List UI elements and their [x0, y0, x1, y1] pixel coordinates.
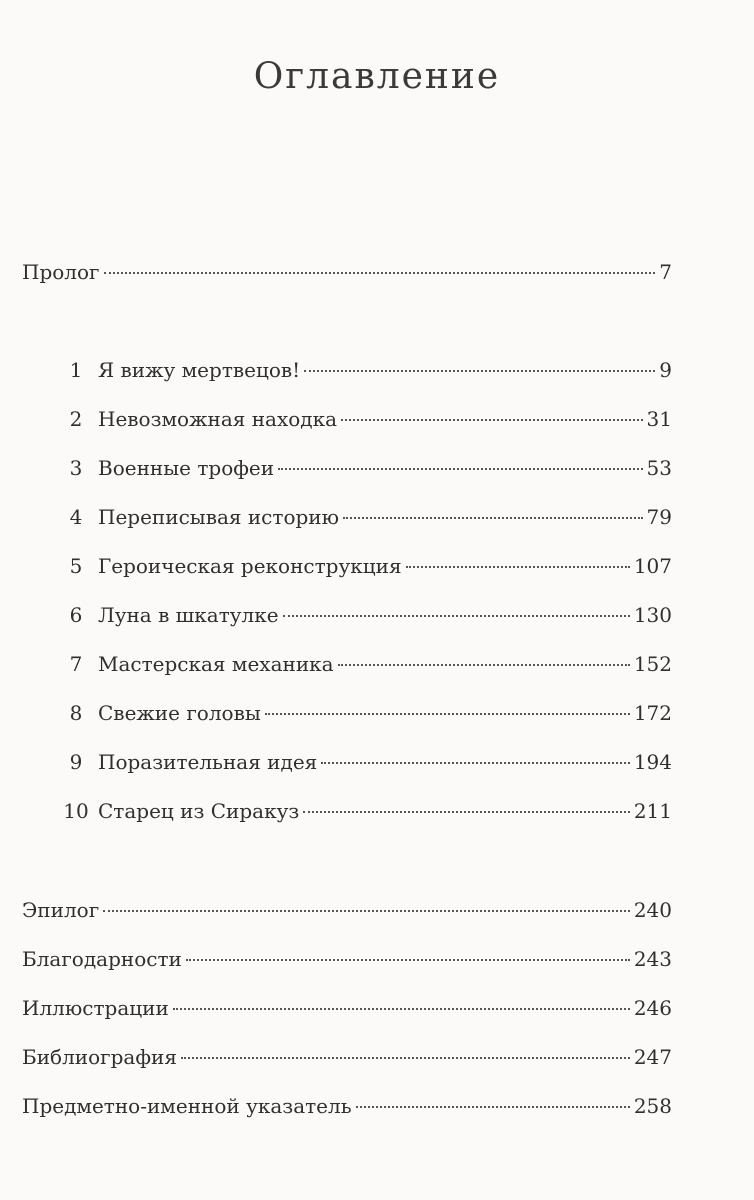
toc-leader-dots: [181, 1056, 630, 1059]
toc-chapter-number: 7: [69, 652, 83, 676]
toc-entry-label: Военные трофеи: [98, 456, 275, 480]
page-title: Оглавление: [253, 56, 501, 97]
toc-entry-label: Пролог: [22, 260, 100, 284]
toc-entry-page: 243: [633, 947, 672, 971]
toc-leader-dots: [265, 712, 630, 715]
toc-entry-chapter: [54, 550, 672, 582]
toc-leader-dots: [406, 565, 630, 568]
toc-entry-chapter: [54, 648, 672, 680]
toc-entry-page: 240: [633, 898, 672, 922]
toc-entry-chapter: [54, 795, 672, 827]
toc-entry-bibliography: [22, 1041, 672, 1073]
toc-entry-page: 53: [646, 456, 672, 480]
toc-entry-page: 79: [646, 505, 672, 529]
toc-leader-dots: [283, 614, 630, 617]
toc-entry-page: 7: [659, 260, 672, 284]
toc-entry-label: Старец из Сиракуз: [98, 799, 300, 823]
toc-entry-chapter: [54, 452, 672, 484]
toc-leader-dots: [303, 810, 630, 813]
toc-entry-page: 9: [659, 358, 672, 382]
toc-leader-dots: [278, 467, 642, 470]
toc-entry-chapter: [54, 599, 672, 631]
toc-chapter-number: 5: [69, 554, 83, 578]
toc-entry-chapter: [54, 697, 672, 729]
toc-entry-page: 194: [633, 750, 672, 774]
toc-leader-dots: [321, 761, 630, 764]
toc-entry-page: 246: [633, 996, 672, 1020]
toc-chapter-number: 4: [69, 505, 83, 529]
toc-entry-index: [22, 1090, 672, 1122]
toc-leader-dots: [173, 1007, 630, 1010]
toc-entry-chapter: [54, 354, 672, 386]
toc-entry-chapter: [54, 403, 672, 435]
toc-entry-label: Свежие головы: [98, 701, 261, 725]
toc-entry-label: Мастерская механика: [98, 652, 334, 676]
toc-entry-label: Невозможная находка: [98, 407, 338, 431]
toc-entry-label: Иллюстрации: [22, 996, 169, 1020]
toc-chapter-number: 2: [69, 407, 83, 431]
toc-leader-dots: [304, 369, 655, 372]
toc-entry-label: Я вижу мертвецов!: [98, 358, 301, 382]
toc-leader-dots: [341, 418, 643, 421]
toc-entry-page: 211: [633, 799, 672, 823]
toc-entry-page: 258: [633, 1094, 672, 1118]
toc-leader-dots: [338, 663, 630, 666]
toc-entry-page: 172: [633, 701, 672, 725]
toc-leader-dots: [343, 516, 643, 519]
toc-entry-prolog: [22, 256, 672, 288]
toc-chapter-number: 1: [69, 358, 83, 382]
toc-chapter-number: 10: [63, 799, 89, 823]
toc-chapter-number: 3: [69, 456, 83, 480]
toc-entry-label: Эпилог: [22, 898, 100, 922]
toc-chapter-number: 8: [69, 701, 83, 725]
toc-entry-acknowledgments: [22, 943, 672, 975]
toc-entry-label: Переписывая историю: [98, 505, 340, 529]
toc-entry-page: 31: [646, 407, 672, 431]
toc-chapter-number: 6: [69, 603, 83, 627]
toc-entry-page: 152: [633, 652, 672, 676]
toc-entry-illustrations: [22, 992, 672, 1024]
toc-leader-dots: [356, 1105, 630, 1108]
toc-leader-dots: [186, 958, 630, 961]
toc-entry-chapter: [54, 501, 672, 533]
toc-entry-label: Благодарности: [22, 947, 182, 971]
toc-entry-page: 130: [633, 603, 672, 627]
toc-entry-epilogue: [22, 894, 672, 926]
toc-entry-label: Библиография: [22, 1045, 177, 1069]
toc-entry-label: Луна в шкатулке: [98, 603, 279, 627]
toc-entry-chapter: [54, 746, 672, 778]
toc-chapter-number: 9: [69, 750, 83, 774]
toc-leader-dots: [103, 909, 630, 912]
toc-entry-page: 247: [633, 1045, 672, 1069]
toc-leader-dots: [104, 271, 656, 274]
toc-entry-label: Поразительная идея: [98, 750, 318, 774]
toc-entry-label: Предметно-именной указатель: [22, 1094, 352, 1118]
toc-entry-page: 107: [633, 554, 672, 578]
toc-entry-label: Героическая реконструкция: [98, 554, 402, 578]
